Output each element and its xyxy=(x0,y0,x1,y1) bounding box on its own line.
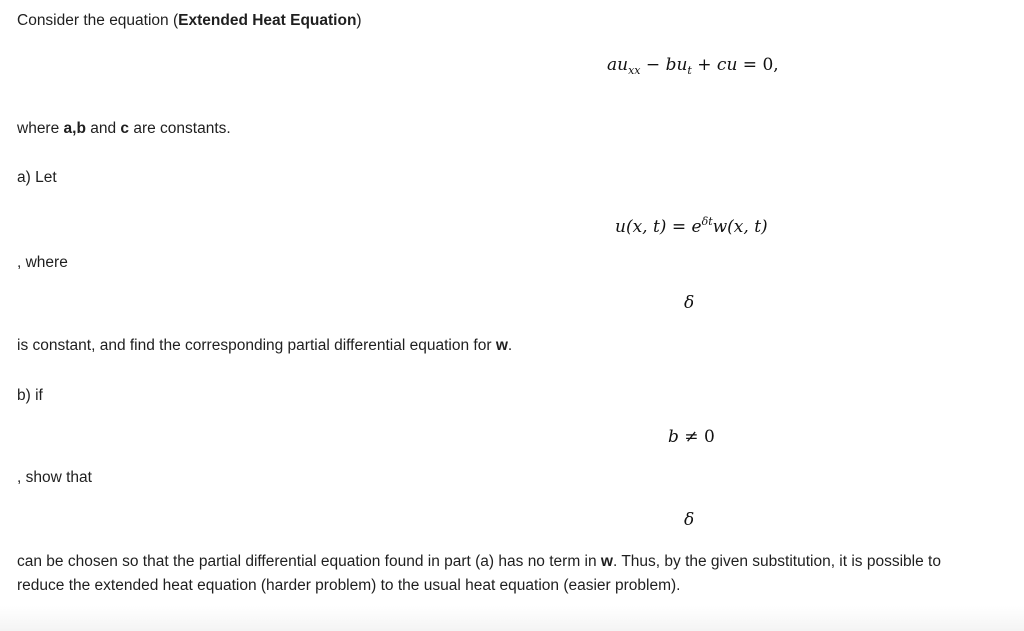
intro-line xyxy=(17,9,362,33)
delta-symbol-a: δ xyxy=(684,293,695,313)
intro-prefix: Consider the equation ( xyxy=(17,12,179,29)
b-nonzero-condition: b ≠ 0 xyxy=(668,427,715,447)
constants-line: where a,b and c are constants. xyxy=(17,120,231,137)
substitution-equation: u(x, $t) = e^{\delta t}w(x$, t) xyxy=(615,215,768,237)
delta-symbol-b: δ xyxy=(684,510,695,530)
bottom-fade xyxy=(0,606,1024,631)
intro-bold-title: Extended Heat Equation xyxy=(178,12,357,29)
main-equation: $au_{xx} - bu_t$ + cu = 0, xyxy=(607,55,779,77)
show-that-text: , show that xyxy=(17,469,92,486)
where-text: , where xyxy=(17,254,68,271)
is-constant-line: is constant, and find the corresponding partial differential equation for w. xyxy=(17,337,513,354)
conclusion-paragraph: can be chosen so that the partial differential equation found in part (a) has no term in w. Thus, by the given substitution, it is possible to reduce the extended heat equation (harder problem) to the usual heat equation (easier problem). xyxy=(17,553,941,594)
intro-suffix: ) xyxy=(356,12,362,29)
part-b-label: b) if xyxy=(17,387,43,404)
part-a-label: a) Let xyxy=(17,169,57,186)
